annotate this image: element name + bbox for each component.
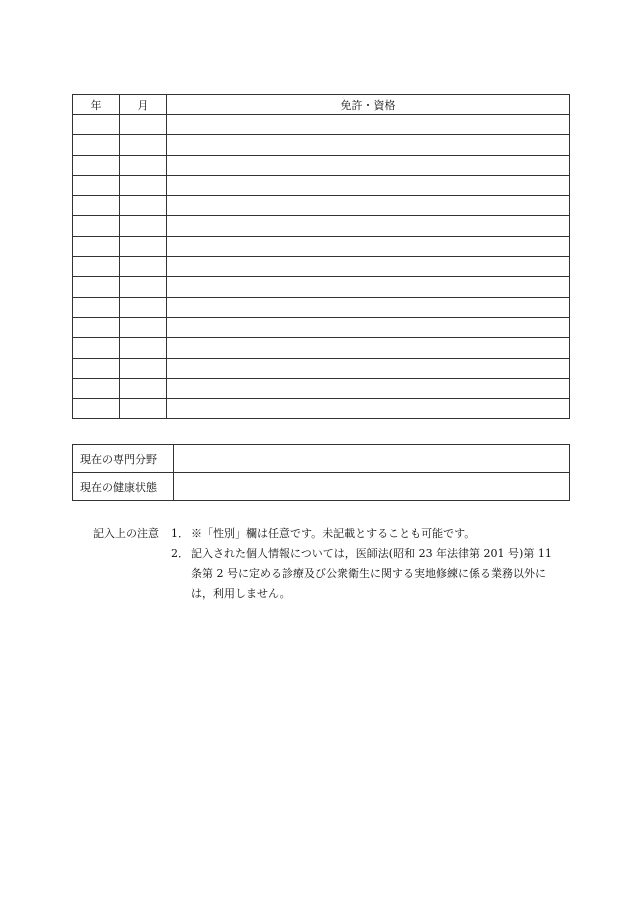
license-year-cell[interactable] xyxy=(73,257,120,277)
license-month-cell[interactable] xyxy=(120,338,167,358)
license-row xyxy=(73,277,570,297)
license-row xyxy=(73,297,570,317)
specialty-label: 現在の専門分野 xyxy=(73,445,174,473)
notes-list xyxy=(171,524,561,604)
license-license-cell[interactable] xyxy=(167,338,570,358)
license-year-cell[interactable] xyxy=(73,358,120,378)
license-row xyxy=(73,338,570,358)
license-month-cell[interactable] xyxy=(120,115,167,135)
license-license-cell[interactable] xyxy=(167,358,570,378)
license-month-cell[interactable] xyxy=(120,399,167,419)
note-item xyxy=(171,544,561,604)
license-header: 免許・資格 xyxy=(167,95,570,115)
license-month-cell[interactable] xyxy=(120,297,167,317)
license-row xyxy=(73,399,570,419)
license-license-cell[interactable] xyxy=(167,277,570,297)
license-month-cell[interactable] xyxy=(120,236,167,256)
license-year-cell[interactable] xyxy=(73,135,120,155)
license-month-cell[interactable] xyxy=(120,135,167,155)
license-table-body xyxy=(73,115,570,419)
license-month-cell[interactable] xyxy=(120,277,167,297)
note-text: ※「性別」欄は任意です。未記載とすることも可能です。 xyxy=(191,527,476,540)
license-row xyxy=(73,135,570,155)
license-year-cell[interactable] xyxy=(73,196,120,216)
license-month-cell[interactable] xyxy=(120,317,167,337)
license-row xyxy=(73,236,570,256)
license-row xyxy=(73,317,570,337)
license-license-cell[interactable] xyxy=(167,399,570,419)
license-year-cell[interactable] xyxy=(73,155,120,175)
license-license-cell[interactable] xyxy=(167,175,570,195)
license-license-cell[interactable] xyxy=(167,317,570,337)
license-license-cell[interactable] xyxy=(167,155,570,175)
current-status-table xyxy=(72,444,570,501)
month-header: 月 xyxy=(120,95,167,115)
license-license-cell[interactable] xyxy=(167,297,570,317)
note-item xyxy=(171,524,561,544)
license-year-cell[interactable] xyxy=(73,378,120,398)
license-month-cell[interactable] xyxy=(120,257,167,277)
license-year-cell[interactable] xyxy=(73,115,120,135)
license-year-cell[interactable] xyxy=(73,216,120,236)
license-row xyxy=(73,115,570,135)
license-license-cell[interactable] xyxy=(167,196,570,216)
license-year-cell[interactable] xyxy=(73,317,120,337)
license-year-cell[interactable] xyxy=(73,399,120,419)
license-table-header-row xyxy=(73,95,570,115)
license-row xyxy=(73,196,570,216)
license-year-cell[interactable] xyxy=(73,297,120,317)
license-history-table xyxy=(72,94,570,419)
license-license-cell[interactable] xyxy=(167,135,570,155)
license-month-cell[interactable] xyxy=(120,216,167,236)
license-license-cell[interactable] xyxy=(167,257,570,277)
note-number: 1． xyxy=(171,527,189,540)
health-field[interactable] xyxy=(174,473,570,501)
license-year-cell[interactable] xyxy=(73,338,120,358)
health-row xyxy=(73,473,570,501)
license-year-cell[interactable] xyxy=(73,277,120,297)
license-license-cell[interactable] xyxy=(167,236,570,256)
license-month-cell[interactable] xyxy=(120,358,167,378)
notes-heading: 記入上の注意 xyxy=(93,527,159,540)
license-row xyxy=(73,216,570,236)
license-license-cell[interactable] xyxy=(167,115,570,135)
license-month-cell[interactable] xyxy=(120,378,167,398)
license-license-cell[interactable] xyxy=(167,378,570,398)
license-year-cell[interactable] xyxy=(73,236,120,256)
note-text: 記入された個人情報については，医師法(昭和 23 年法律第 201 号)第 11 条第 2 号に定める診療及び公衆衛生に関する実地修練に係る業務以外には，利用しません。 xyxy=(191,547,552,600)
license-license-cell[interactable] xyxy=(167,216,570,236)
license-row xyxy=(73,378,570,398)
note-number: 2． xyxy=(171,547,189,560)
specialty-row xyxy=(73,445,570,473)
year-header: 年 xyxy=(73,95,120,115)
license-row xyxy=(73,257,570,277)
license-month-cell[interactable] xyxy=(120,196,167,216)
license-month-cell[interactable] xyxy=(120,175,167,195)
license-month-cell[interactable] xyxy=(120,155,167,175)
license-year-cell[interactable] xyxy=(73,175,120,195)
license-row xyxy=(73,358,570,378)
license-row xyxy=(73,175,570,195)
license-row xyxy=(73,155,570,175)
health-label: 現在の健康状態 xyxy=(73,473,174,501)
specialty-field[interactable] xyxy=(174,445,570,473)
